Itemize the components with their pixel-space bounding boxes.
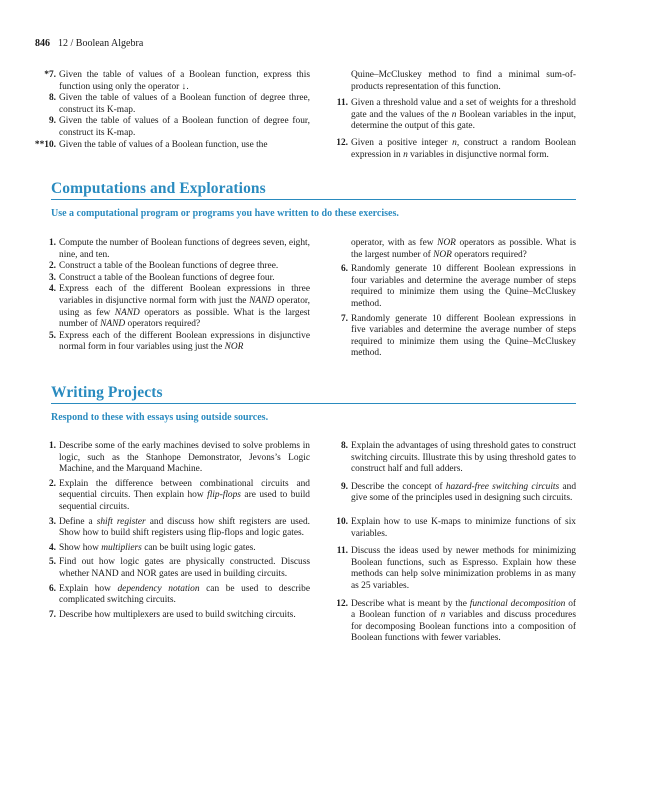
exercise-continuation: Quine–McCluskey method to find a minimal sum-of-products representation of this function. [351,70,576,92]
section-title-computations: Computations and Explorations [51,180,266,197]
section-rule [51,199,576,200]
exercise-item: 11. Discuss the ideas used by newer methods for minimizing Boolean functions, such as Espresso. Explain how these methods can help solve minimization problems in as many as 25 variables. [336,546,576,591]
exercise-item: 3. Define a shift register and discuss how shift registers are used. Show how to build shift registers using flip-flops and logic gates. [48,516,311,539]
exercise-item: 10. Explain how to use K-maps to minimize functions of six variables. [336,516,576,539]
computations-left [30,238,310,354]
exercise-item: 12. Given a positive integer n, construct a random Boolean expression in n variables in disjunctive normal form. [336,137,576,160]
writing-left [30,441,310,624]
section-subtitle-writing: Respond to these with essays using outside sources. [51,412,269,423]
exercise-item: 4. Show how multipliers can be built using logic gates. [48,542,256,553]
top-exercises-right [322,70,576,161]
writing-right [322,441,576,645]
computations-right [322,238,576,360]
exercise-item: **10. Given the table of values of a Boolean function, use the [34,139,268,150]
section-subtitle-computations: Use a computational program or programs you have written to do these exercises. [51,208,399,219]
page-number: 846 [35,38,50,49]
exercise-item: 6. Explain how dependency notation can be used to describe complicated switching circuits. [48,583,310,606]
exercise-item: 7. Randomly generate 10 different Boolean expressions in five variables and determine the average number of steps required to minimize them using the Quine–McCluskey method. [340,313,576,359]
exercise-item: 9. Describe the concept of hazard-free switching circuits and give some of the principles used in designing such circuits. [340,481,577,504]
running-head [35,38,143,49]
exercise-item: 7. Describe how multiplexers are used to build switching circuits. [48,609,296,620]
exercise-item: 2. Explain the difference between combinational circuits and sequential circuits. Then explain how flip-flops are used to build sequential circuits. [48,478,310,512]
exercise-item: 1. Compute the number of Boolean functions of degrees seven, eight, nine, and ten. [48,238,310,260]
exercise-item: 12. Describe what is meant by the functional decomposition of a Boolean function of n variables and discuss procedures for decomposing Boolean functions into a composition of Boolean functions with fewer variables. [336,598,577,644]
exercise-item: 5. Express each of the different Boolean expressions in disjunctive normal form in four variables using just the NOR [48,330,310,353]
section-rule [51,403,576,404]
exercise-item: 6. Randomly generate 10 different Boolean expressions in four variables and determine the average number of steps required to minimize them using the Quine–McCluskey method. [340,264,576,309]
exercise-item: 5. Find out how logic gates are physically constructed. Discuss whether NAND and NOR gates are used in building circuits. [48,557,310,579]
exercise-item: 11. Given a threshold value and a set of weights for a threshold gate and the values of the n Boolean variables in the input, determine the output of this gate. [336,98,576,132]
exercise-continuation: operator, with as few NOR operators as possible. What is the largest number of NOR operators required? [351,238,577,260]
exercise-item: 4. Express each of the different Boolean expressions in three variables in disjunctive normal form with just the NAND operator, using as few NAND operators as possible. What is the largest number of NAND operators required? [48,284,310,330]
exercise-item: 1. Describe some of the early machines devised to solve problems in logic, such as the Stanhope Demonstrator, Jevons’s Logic Machine, and the Marquand Machine. [48,441,310,475]
top-exercises-left [30,70,310,151]
exercise-item: 3. Construct a table of the Boolean functions of degree four. [48,272,275,283]
exercise-item: 2. Construct a table of the Boolean functions of degree three. [48,261,279,272]
chapter-title: 12 / Boolean Algebra [58,38,144,49]
section-title-writing: Writing Projects [51,384,163,401]
exercise-item: 9. Given the table of values of a Boolean function of degree four, construct its K-map. [48,116,310,138]
exercise-item: 8. Given the table of values of a Boolean function of degree three, construct its K-map. [48,93,310,115]
exercise-item: 8. Explain the advantages of using threshold gates to construct switching circuits. Illustrate this by using threshold gates to construct half and full adders. [340,441,576,475]
exercise-item: *7. Given the table of values of a Boolean function, express this function using only the operator ↓. [44,70,310,92]
